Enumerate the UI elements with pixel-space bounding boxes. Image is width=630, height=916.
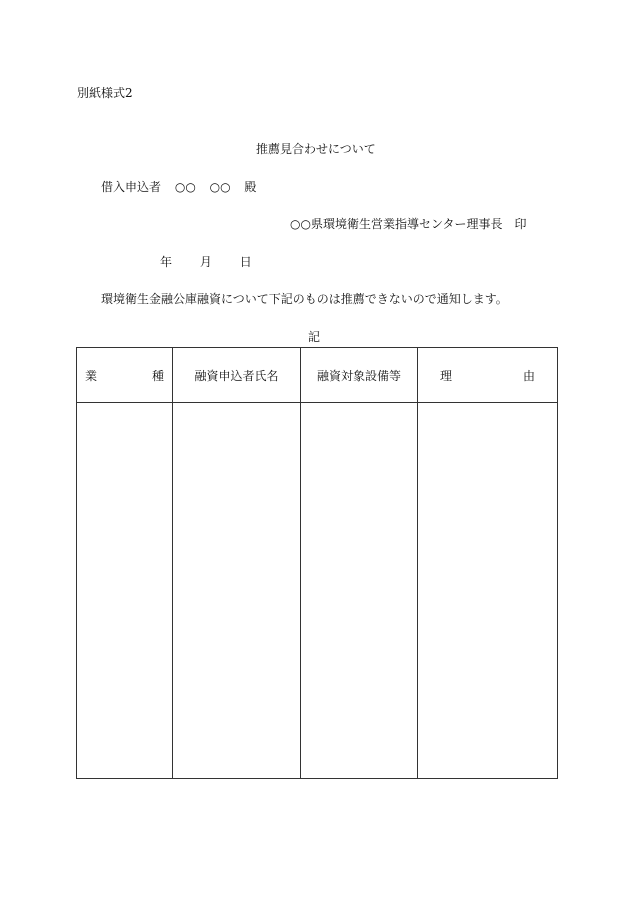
table-row (77, 403, 558, 779)
cell-applicant-name[interactable] (173, 403, 301, 779)
addressee-name2: ○○ (209, 180, 231, 194)
header-reason (418, 348, 558, 403)
cell-reason[interactable] (418, 403, 558, 779)
ki-heading: 記 (308, 330, 321, 344)
date-year: 年 (160, 255, 173, 269)
addressee (101, 180, 256, 194)
date-day: 日 (239, 255, 252, 269)
header-industry (77, 348, 173, 403)
addressee-label: 借入申込者 (101, 180, 162, 194)
header-equipment: 融資対象設備等 (301, 348, 418, 403)
addressee-honorific: 殿 (244, 180, 257, 194)
addressee-name1: ○○ (174, 180, 196, 194)
header-industry-part2: 種 (151, 368, 164, 383)
header-reason-part1: 理 (440, 368, 453, 383)
header-reason-part2: 由 (522, 368, 535, 383)
cell-industry[interactable] (77, 403, 173, 779)
form-number: 別紙様式2 (77, 86, 133, 100)
header-industry-part1: 業 (85, 368, 98, 383)
body-text: 環境衛生金融公庫融資について下記のものは推薦できないので通知します。 (101, 292, 508, 306)
cell-equipment[interactable] (301, 403, 418, 779)
date-month: 月 (199, 255, 212, 269)
table-header-row (77, 348, 558, 403)
header-applicant-name: 融資申込者氏名 (173, 348, 301, 403)
date-line (160, 255, 252, 269)
recommendation-table (76, 347, 558, 779)
sender: ○○県環境衛生営業指導センター理事長 印 (290, 217, 527, 231)
document-title: 推薦見合わせについて (256, 142, 376, 156)
